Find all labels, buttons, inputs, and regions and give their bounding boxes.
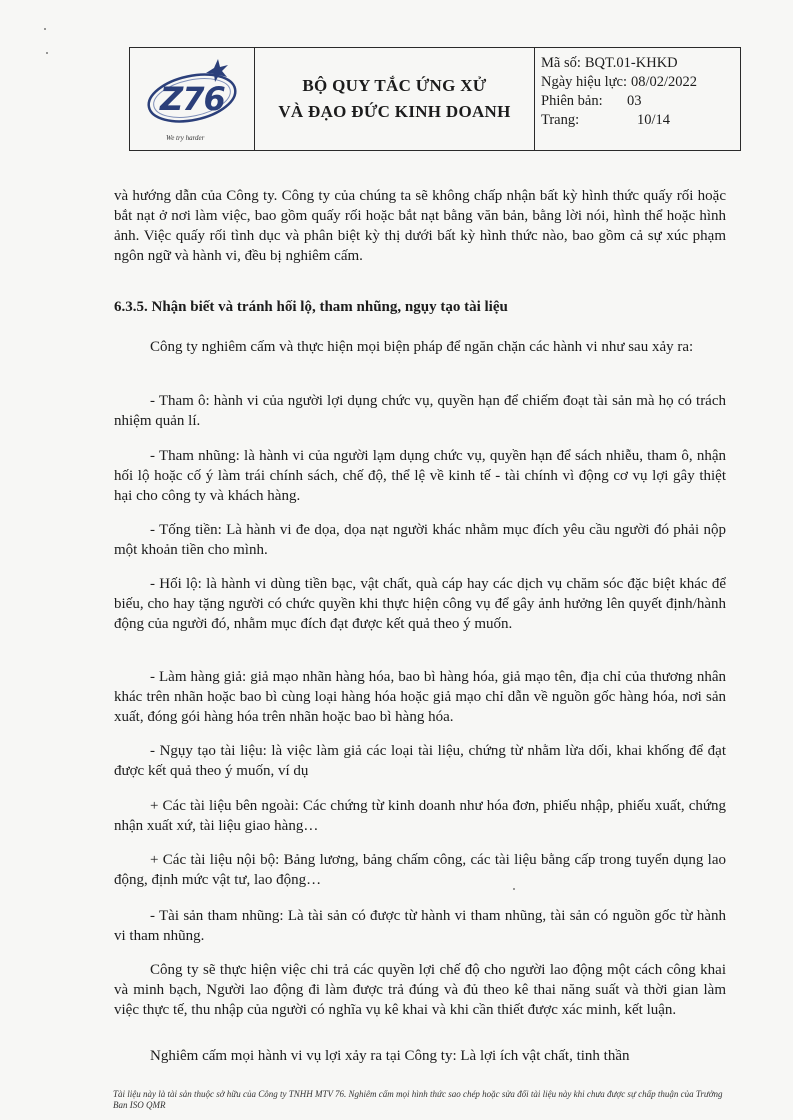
paragraph-vu-loi: Nghiêm cấm mọi hành vi vụ lợi xảy ra tại Công ty: Là lợi ích vật chất, tinh thần: [150, 1048, 630, 1064]
document-header: [129, 47, 741, 151]
document-metadata: [535, 48, 740, 150]
paragraph-tham-nhung: - Tham nhũng: là hành vi của người lạm dụng chức vụ, quyền hạn để sách nhiễu, tham ô, nhận hối lộ hoặc cố ý làm trái chính sách, chế độ, thể lệ về kinh tế - tài chính vì động cơ vụ lợi gây thiệt hại cho công ty và khách hàng.: [114, 448, 726, 504]
page-value: 10/14: [637, 112, 671, 128]
paragraph-external-docs: + Các tài liệu bên ngoài: Các chứng từ kinh doanh như hóa đơn, phiếu nhập, phiếu xuất, chứng nhận xuất xứ, tài liệu giao hàng…: [114, 798, 726, 834]
title-line-2: VÀ ĐẠO ĐỨC KINH DOANH: [278, 102, 511, 121]
meta-effective-row: [541, 73, 740, 92]
meta-version-row: [541, 92, 740, 111]
scan-speck: [44, 28, 46, 30]
logo-text: Z76: [160, 80, 225, 118]
paragraph-payment: Công ty sẽ thực hiện việc chi trả các quyền lợi chế độ cho người lao động một cách công khai và minh bạch, Người lao động đi làm được trả đúng và đủ theo kê thai năng suất và thời gian làm việc thực tế, thu nhập của người có nghĩa vụ kê khai và khi cần thiết được xác minh, kết luận.: [114, 962, 726, 1018]
page-label: Trang:: [541, 112, 580, 128]
section-heading: 6.3.5. Nhận biết và tránh hối lộ, tham nhũng, ngụy tạo tài liệu: [114, 299, 508, 315]
company-logo-cell: [130, 48, 255, 150]
scan-speck: [513, 888, 515, 890]
paragraph-tham-o: - Tham ô: hành vi của người lợi dụng chức vụ, quyền hạn để chiếm đoạt tài sản mà họ có trách nhiệm quản lí.: [114, 393, 726, 429]
paragraph-lam-hang-gia: - Làm hàng giả: giả mạo nhãn hàng hóa, bao bì hàng hóa, giả mạo tên, địa chỉ của thương nhân khác trên nhãn hoặc bao bì cùng loại hàng hóa hoặc giả mạo chỉ dẫn về nguồn gốc hàng hóa, nơi sản xuất, đóng gói hàng hóa trên nhãn hoặc bao bì hàng hóa.: [114, 669, 726, 725]
effective-value: 08/02/2022: [630, 74, 698, 90]
meta-page-row: [541, 111, 740, 130]
paragraph-tai-san: - Tài sản tham nhũng: Là tài sản có được từ hành vi tham nhũng, tài sản có nguồn gốc từ hành vi tham nhũng.: [114, 908, 726, 944]
paragraph-tong-tien: - Tống tiền: Là hành vi đe dọa, dọa nạt người khác nhằm mục đích yêu cầu người đó phải nộp một khoản tiền cho mình.: [114, 522, 726, 558]
paragraph-1: Công ty nghiêm cấm và thực hiện mọi biện pháp để ngăn chặn các hành vi như sau xảy ra:: [150, 339, 694, 355]
intro-paragraph: và hướng dẫn của Công ty. Công ty của chúng ta sẽ không chấp nhận bất kỳ hình thức quấy rối hoặc bắt nạt ở nơi làm việc, bao gồm quấy rối hoặc bắt nạt bằng văn bản, bằng lời nói, hình thể hoặc hình ảnh. Việc quấy rối tình dục và phân biệt kỳ thị dưới bất kỳ hình thức nào, bao gồm cả sự xúc phạm ngôn ngữ và hành vi, đều bị nghiêm cấm.: [114, 188, 726, 264]
document-title: [255, 48, 535, 150]
footer-note: Tài liệu này là tài sản thuộc sở hữu của Công ty TNHH MTV 76. Nghiêm cấm mọi hình thức sao chép hoặc sửa đổi tài liệu này khi chưa được sự chấp thuận của Trưởng Ban ISO QMR: [113, 1089, 723, 1110]
effective-label: Ngày hiệu lực:: [541, 74, 627, 90]
paragraph-nguy-tao: - Ngụy tạo tài liệu: là việc làm giả các loại tài liệu, chứng từ nhằm lừa dối, khai khống để đạt được kết quả theo ý muốn, ví dụ: [114, 743, 726, 779]
paragraph-hoi-lo: - Hối lộ: là hành vi dùng tiền bạc, vật chất, quà cáp hay các dịch vụ chăm sóc đặc biệt khác để biếu, cho hay tặng người có chức quyền khi thực hiện công vụ để gây ảnh hưởng lên quyết định/hành động của người đó, nhằm mục đích đạt được kết quả theo ý muốn.: [114, 576, 726, 632]
version-label: Phiên bản:: [541, 93, 603, 109]
code-value: BQT.01-KHKD: [584, 55, 678, 71]
title-line-1: BỘ QUY TẮC ỨNG XỬ: [302, 76, 487, 95]
meta-code-row: [541, 54, 740, 73]
paragraph-internal-docs: + Các tài liệu nội bộ: Bảng lương, bảng chấm công, các tài liệu bằng cấp trong tuyển dụng lao động, định mức vật tư, lao động…: [114, 852, 726, 888]
logo-tagline: We try harder: [166, 134, 205, 142]
scan-speck: [46, 52, 48, 54]
version-value: 03: [627, 93, 642, 109]
code-label: Mã số:: [541, 55, 581, 71]
